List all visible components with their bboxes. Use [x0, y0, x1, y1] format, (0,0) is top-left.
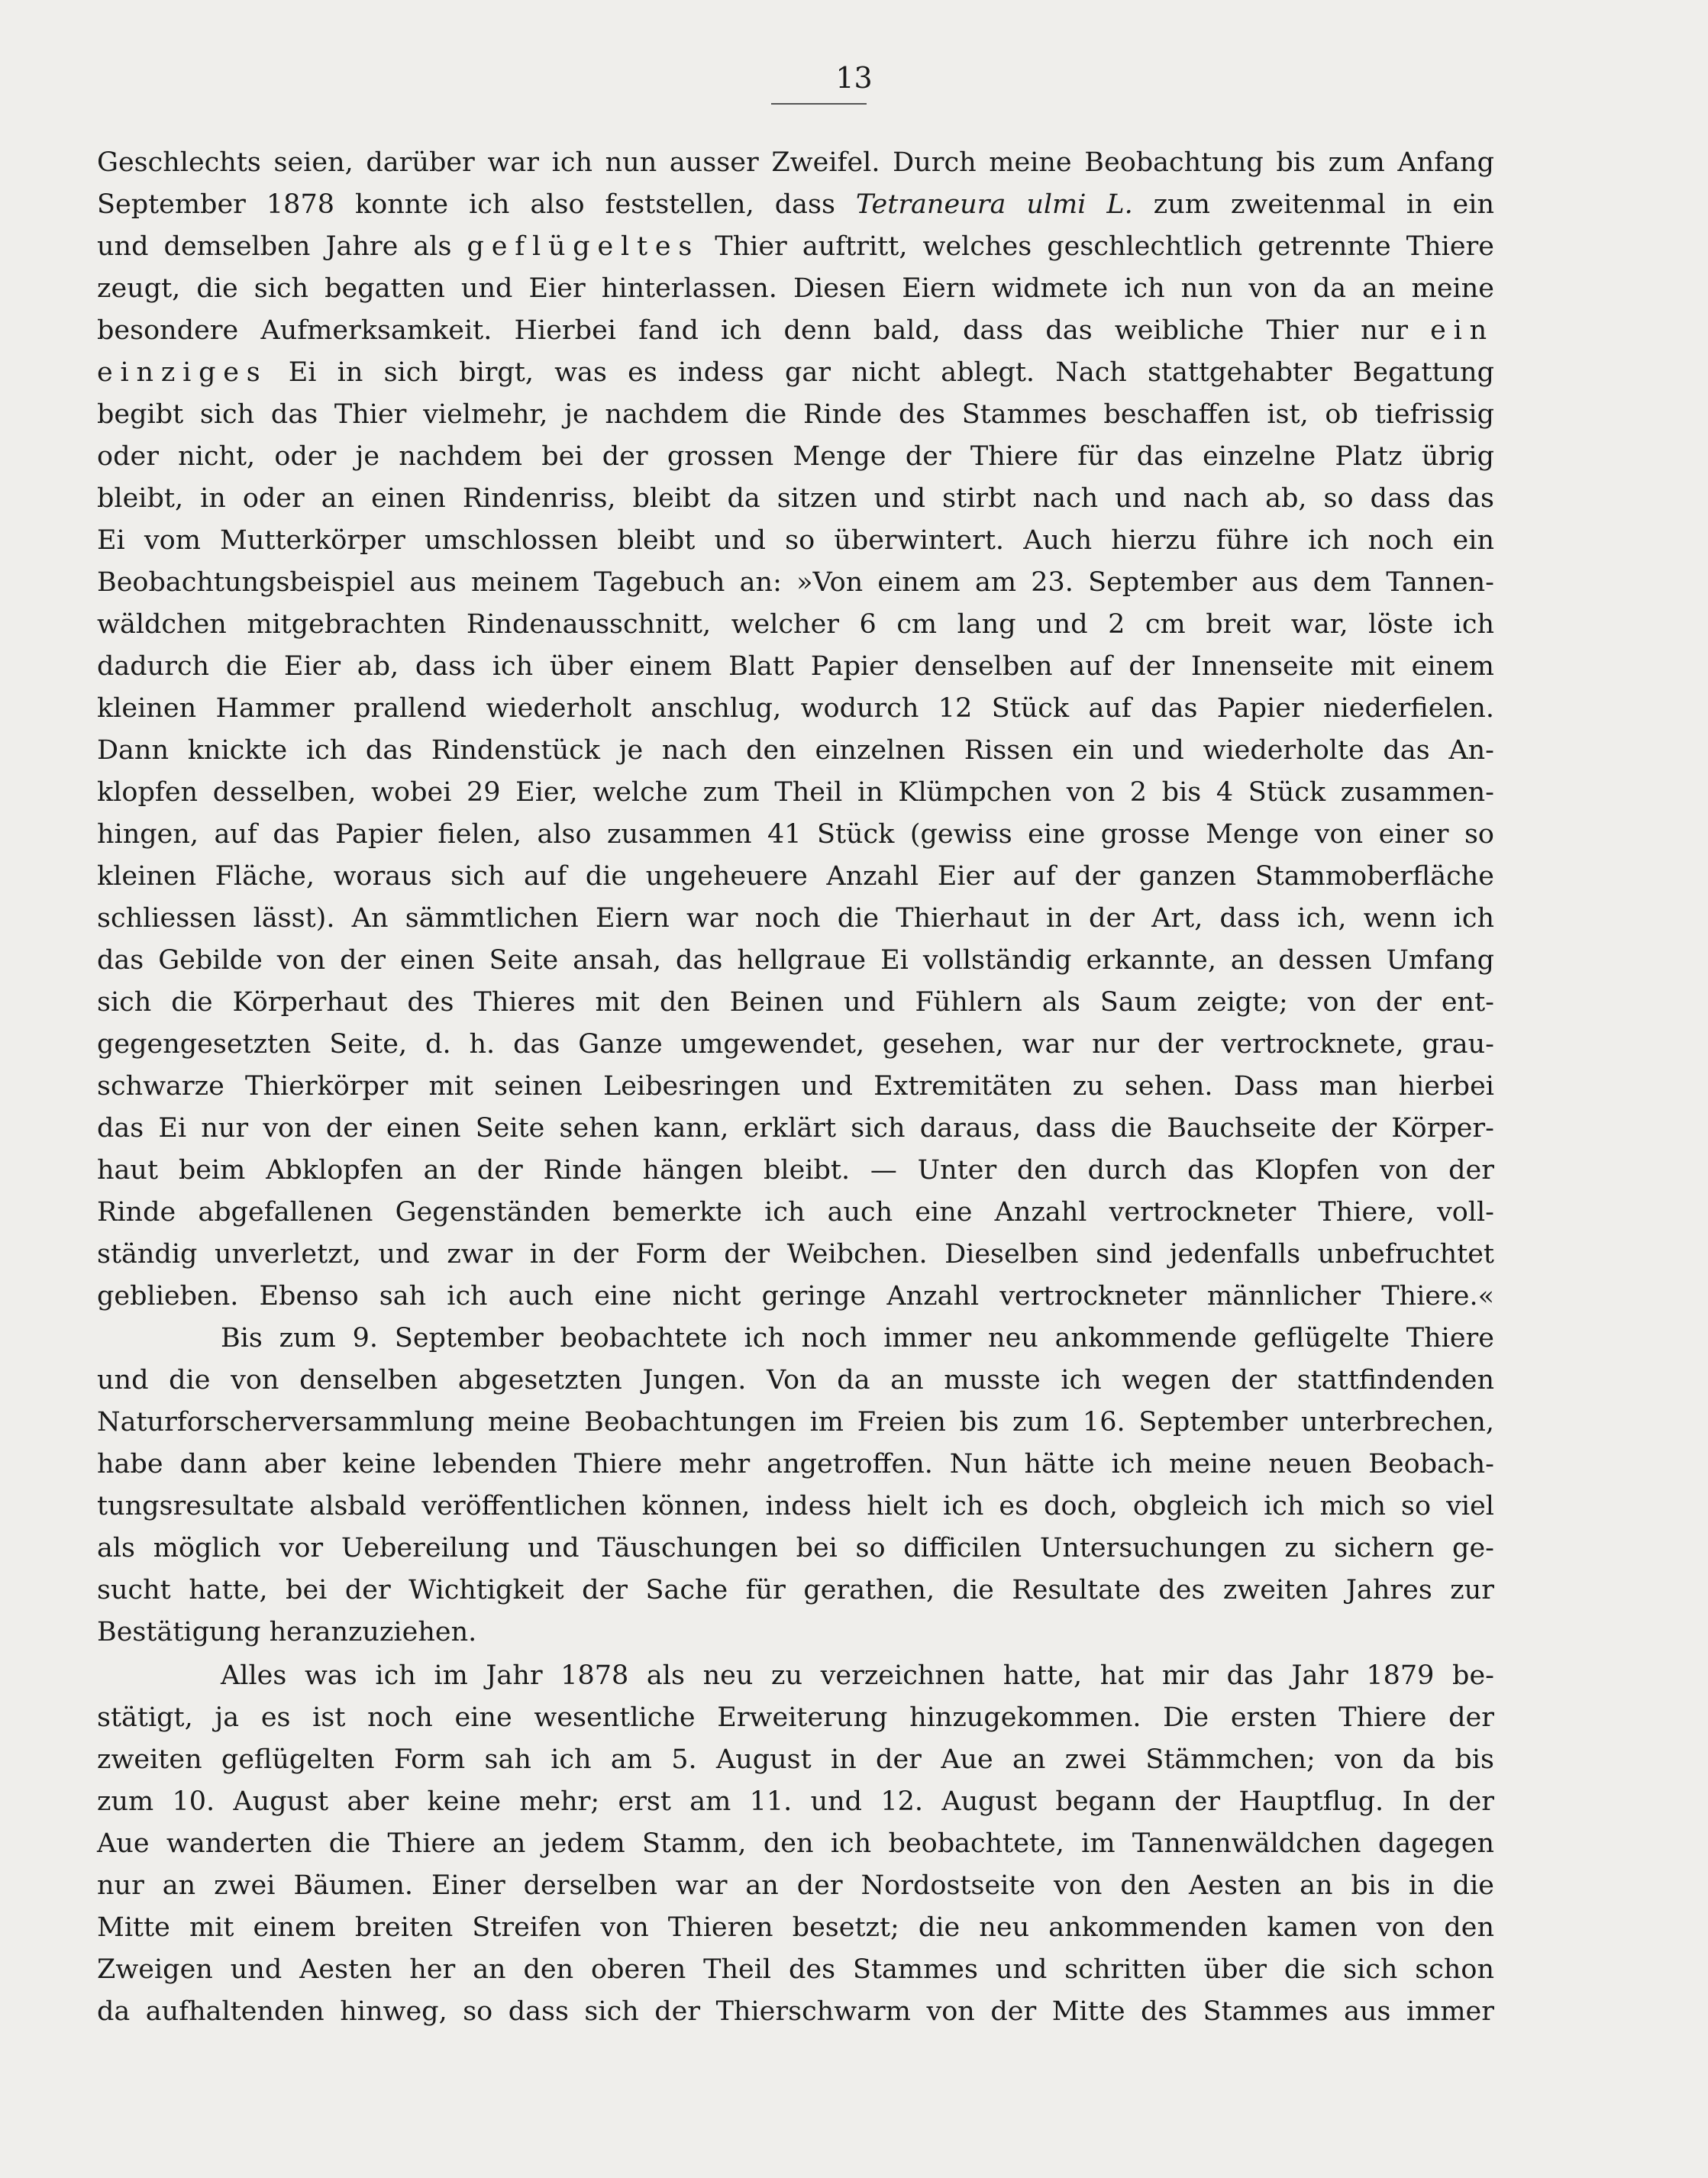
text-line: nur an zwei Bäumen. Einer derselben war an der Nordostseite von den Aesten an bis in die [97, 1870, 1494, 1901]
text-line: September 1878 konnte ich also feststellen, dass Tetraneura ulmi L. zum zweitenmal in ein [97, 189, 1495, 220]
text-line: Naturforscherversammlung meine Beobachtungen im Freien bis zum 16. September unterbrechen, [97, 1407, 1494, 1437]
text-line: Bis zum 9. September beobachtete ich noch immer neu ankommende geflügelte Thiere [221, 1323, 1494, 1354]
text-line: und demselben Jahre als geflügeltes Thier auftritt, welches geschlechtlich getrennte Thiere [97, 231, 1494, 262]
species-name: Tetraneura ulmi L. [855, 189, 1133, 220]
page-number: 13 [835, 61, 873, 95]
text-line: kleinen Fläche, woraus sich auf die ungeheuere Anzahl Eier auf der ganzen Stammoberfläche [97, 861, 1494, 892]
emphasis-spaced: einziges [97, 357, 268, 388]
text-line: habe dann aber keine lebenden Thiere mehr angetroffen. Nun hätte ich meine neuen Beobach- [97, 1449, 1494, 1479]
text-line: Bestätigung heranzuziehen. [97, 1617, 477, 1647]
text-line: oder nicht, oder je nachdem bei der grossen Menge der Thiere für das einzelne Platz übrig [97, 441, 1494, 472]
text-line: Mitte mit einem breiten Streifen von Thieren besetzt; die neu ankommenden kamen von den [97, 1912, 1494, 1943]
text-line: sucht hatte, bei der Wichtigkeit der Sache für gerathen, die Resultate des zweiten Jahres zur [97, 1575, 1494, 1605]
text-line: dadurch die Eier ab, dass ich über einem Blatt Papier denselben auf der Innenseite mit einem [97, 651, 1494, 682]
text-line: da aufhaltenden hinweg, so dass sich der Thierschwarm von der Mitte des Stammes aus immer [97, 1996, 1494, 2027]
text-line: zum 10. August aber keine mehr; erst am 11. und 12. August begann der Hauptflug. In der [97, 1786, 1494, 1817]
text-line: zeugt, die sich begatten und Eier hinterlassen. Diesen Eiern widmete ich nun von da an meine [97, 273, 1494, 304]
text-line: das Ei nur von der einen Seite sehen kann, erklärt sich daraus, dass die Bauchseite der Körper- [97, 1113, 1494, 1144]
text-line: und die von denselben abgesetzten Jungen. Von da an musste ich wegen der stattfindenden [97, 1365, 1494, 1396]
text-line: besondere Aufmerksamkeit. Hierbei fand ich denn bald, dass das weibliche Thier nur ein [97, 315, 1494, 346]
text-line: tungsresultate alsbald veröffentlichen können, indess hielt ich es doch, obgleich ich mich so viel [97, 1491, 1494, 1521]
text-line: bleibt, in oder an einen Rindenriss, bleibt da sitzen und stirbt nach und nach ab, so dass das [97, 483, 1494, 514]
text-line: ständig unverletzt, und zwar in der Form der Weibchen. Dieselben sind jedenfalls unbefruchtet [97, 1239, 1494, 1270]
text-line: sich die Körperhaut des Thieres mit den Beinen und Fühlern als Saum zeigte; von der ent- [97, 987, 1494, 1018]
text-line: gegengesetzten Seite, d. h. das Ganze umgewendet, gesehen, war nur der vertrocknete, grau- [97, 1029, 1494, 1060]
text-line: zweiten geflügelten Form sah ich am 5. August in der Aue an zwei Stämmchen; von da bis [97, 1744, 1494, 1775]
text-line: Ei vom Mutterkörper umschlossen bleibt und so überwintert. Auch hierzu führe ich noch ein [97, 525, 1494, 556]
emphasis-spaced: geflügeltes [467, 231, 700, 262]
text-line: haut beim Abklopfen an der Rinde hängen bleibt. — Unter den durch das Klopfen von der [97, 1155, 1494, 1186]
text-line: Dann knickte ich das Rindenstück je nach den einzelnen Rissen ein und wiederholte das An- [97, 735, 1494, 766]
text-line: schwarze Thierkörper mit seinen Leibesringen und Extremitäten zu sehen. Dass man hierbei [97, 1071, 1494, 1102]
text-line: Alles was ich im Jahr 1878 als neu zu verzeichnen hatte, hat mir das Jahr 1879 be- [221, 1660, 1494, 1691]
emphasis-spaced: ein [1430, 315, 1494, 346]
text-line: klopfen desselben, wobei 29 Eier, welche zum Theil in Klümpchen von 2 bis 4 Stück zusammen- [97, 777, 1494, 808]
text-line: das Gebilde von der einen Seite ansah, das hellgraue Ei vollständig erkannte, an dessen Umfang [97, 945, 1494, 976]
text-line: einziges Ei in sich birgt, was es indess gar nicht ablegt. Nach stattgehabter Begattung [97, 357, 1494, 388]
header-rule [771, 103, 867, 105]
text-line: stätigt, ja es ist noch eine wesentliche Erweiterung hinzugekommen. Die ersten Thiere der [97, 1702, 1494, 1733]
text-line: begibt sich das Thier vielmehr, je nachdem die Rinde des Stammes beschaffen ist, ob tiefrissig [97, 399, 1494, 430]
text-line: schliessen lässt). An sämmtlichen Eiern war noch die Thierhaut in der Art, dass ich, wenn ich [97, 903, 1494, 934]
text-line: Zweigen und Aesten her an den oberen Theil des Stammes und schritten über die sich schon [97, 1954, 1494, 1985]
text-line: wäldchen mitgebrachten Rindenausschnitt, welcher 6 cm lang und 2 cm breit war, löste ich [97, 609, 1494, 640]
text-line: Beobachtungsbeispiel aus meinem Tagebuch an: »Von einem am 23. September aus dem Tannen- [97, 567, 1494, 598]
text-line: hingen, auf das Papier fielen, also zusammen 41 Stück (gewiss eine grosse Menge von einer so [97, 819, 1494, 850]
text-line: als möglich vor Uebereilung und Täuschungen bei so difficilen Untersuchungen zu sichern ge- [97, 1533, 1494, 1563]
text-line: Geschlechts seien, darüber war ich nun ausser Zweifel. Durch meine Beobachtung bis zum Anfang [97, 147, 1494, 178]
text-line: Aue wanderten die Thiere an jedem Stamm, den ich beobachtete, im Tannenwäldchen dagegen [97, 1828, 1494, 1859]
text-line: Rinde abgefallenen Gegenständen bemerkte ich auch eine Anzahl vertrockneter Thiere, voll- [97, 1197, 1494, 1228]
text-line: kleinen Hammer prallend wiederholt anschlug, wodurch 12 Stück auf das Papier niederfielen. [97, 693, 1494, 724]
text-line: geblieben. Ebenso sah ich auch eine nicht geringe Anzahl vertrockneter männlicher Thiere.« [97, 1281, 1494, 1312]
